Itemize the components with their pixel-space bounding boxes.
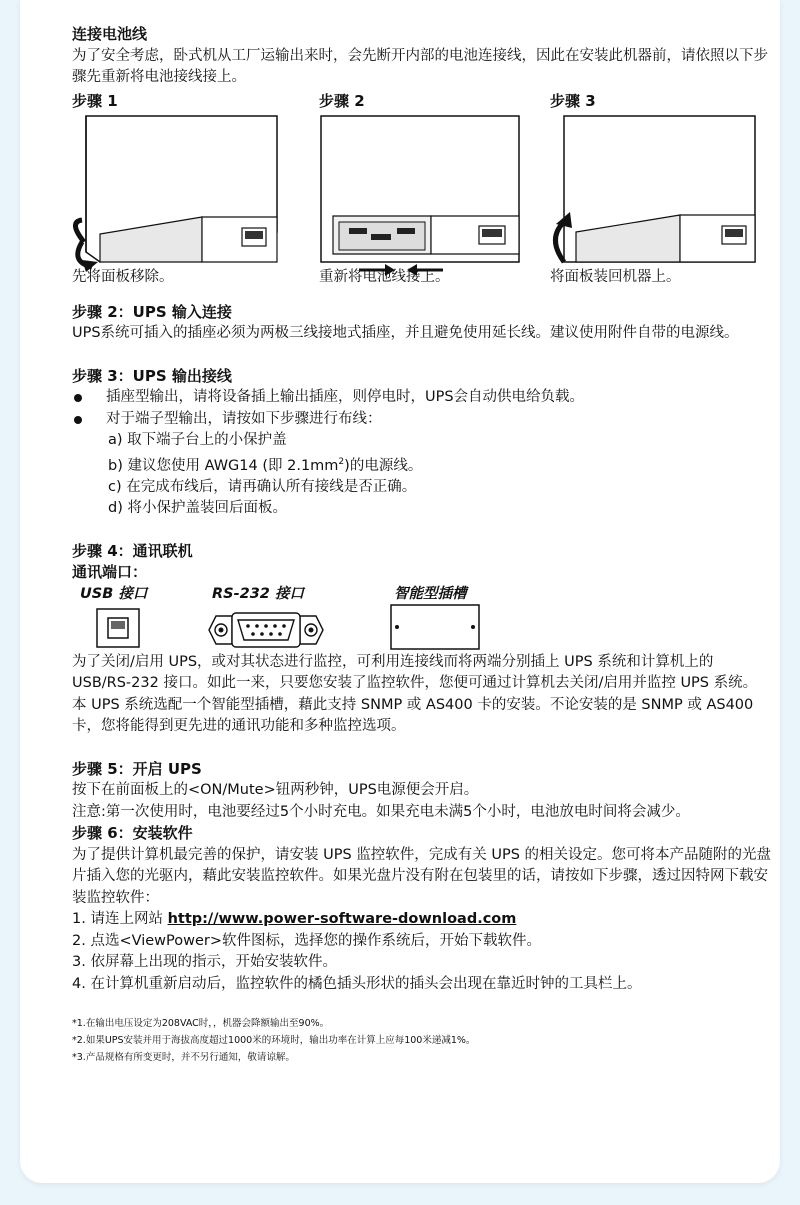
- step4-para-1: 为了关闭/启用 UPS，或对其状态进行监控，可利用连接线而将两端分别插上 UPS 系统和计算机上的 USB/RS-232 接口。如此一来，只要您安装了监控软件，您便可通过计算机去关闭/启用并监控 UPS 系统。: [72, 653, 758, 692]
- step4-title: 步骤 4：通讯联机: [72, 541, 193, 560]
- step-2-caption: 重新将电池线接上。: [319, 268, 450, 285]
- download-link[interactable]: http://www.power-software-download.com: [167, 911, 517, 928]
- step-2-title: 步骤 2: [319, 91, 365, 110]
- step3-sub-b: [72, 452, 772, 477]
- footnotes: [72, 1015, 772, 1066]
- step3-sub-c: c) 在完成布线后，请再确认所有接线是否正确。: [108, 478, 417, 495]
- step-2-illustration: [319, 112, 534, 277]
- rs232-port-label: RS-232 接口: [212, 585, 304, 602]
- step6-item-2: 2. 点选<ViewPower>软件图标，选择您的操作系统后，开始下载软件。: [72, 932, 541, 949]
- manual-content: [72, 24, 772, 1066]
- step-3-title: 步骤 3: [550, 91, 596, 110]
- step2-title: 步骤 2：UPS 输入连接: [72, 302, 232, 321]
- step6-title: 步骤 6：安装软件: [72, 824, 193, 843]
- step-3-caption: 将面板装回机器上。: [550, 268, 681, 285]
- step3-sub-b-superscript: 2: [338, 456, 345, 467]
- step6-item-1-text: 1. 请连上网站: [72, 911, 168, 928]
- battery-section-title: 连接电池线: [72, 25, 148, 43]
- step6-item-1: [72, 909, 772, 931]
- step3-bullet-1: [72, 387, 772, 409]
- step6-item-3: 3. 依屏幕上出现的指示，开始安装软件。: [72, 954, 337, 971]
- usb-port-icon: [96, 608, 140, 648]
- battery-step-1: [72, 91, 287, 285]
- step3-sub-a: a) 取下端子台上的小保护盖: [108, 432, 287, 448]
- rs232-port-icon: [208, 612, 324, 648]
- step3-bullet-1-text: 插座型输出，请将设备插上输出插座，则停电时，UPS会自动供电给负载。: [106, 389, 585, 405]
- battery-step-2: [319, 91, 534, 285]
- smart-slot-label: 智能型插槽: [394, 585, 467, 602]
- comm-ports: [72, 584, 772, 652]
- step4-para-2: 本 UPS 系统选配一个智能型插槽，藉此支持 SNMP 或 AS400 卡的安装。不论安装的是 SNMP 或 AS400 卡，您将能得到更先进的通讯功能和多种监控选项。: [72, 696, 754, 735]
- step3-sub-b-suffix: )的电源线。: [344, 457, 423, 474]
- battery-step-3: [550, 91, 765, 285]
- battery-intro: 为了安全考虑，卧式机从工厂运输出来时，会先断开内部的电池连接线，因此在安装此机器前，请依照以下步骤先重新将电池接线接上。: [72, 47, 768, 85]
- step3-bullet-2-text: 对于端子型输出，请按如下步骤进行布线：: [106, 410, 382, 427]
- step-3-illustration: [550, 112, 765, 277]
- step6-item-4: 4. 在计算机重新启动后，监控软件的橘色插头形状的插头会出现在靠近时钟的工具栏上。: [72, 975, 642, 992]
- footnote-3: *3.产品规格有所变更时，并不另行通知，敬请谅解。: [72, 1052, 295, 1064]
- bullet-dot: [74, 394, 82, 402]
- battery-steps: [72, 91, 772, 291]
- step3-sub-b-text: b) 建议您使用 AWG14 (即 2.1mm: [108, 457, 339, 474]
- step3-sub-d: d) 将小保护盖装回后面板。: [108, 500, 287, 517]
- manual-page: [20, 0, 780, 1183]
- bullet-dot: [74, 416, 82, 424]
- footnote-1: *1.在输出电压设定为208VAC时，，机器会降额输出至90%。: [72, 1018, 330, 1030]
- ports-label: 通讯端口：: [72, 563, 148, 582]
- step5-line-1: 按下在前面板上的<ON/Mute>钮两秒钟，UPS电源便会开启。: [72, 782, 479, 799]
- step-1-caption: 先将面板移除。: [72, 268, 174, 285]
- step3-bullet-2: [72, 409, 772, 431]
- step5-title: 步骤 5：开启 UPS: [72, 759, 202, 778]
- usb-port-label: USB 接口: [80, 585, 148, 602]
- step6-body: 为了提供计算机最完善的保护，请安装 UPS 监控软件，完成有关 UPS 的相关设定。您可将本产品随附的光盘片插入您的光驱内，藉此安装监控软件。如果光盘片没有附在包装里的话，请按如下步骤，透过因特网下载安装监控软件：: [72, 846, 772, 906]
- smart-slot-icon: [390, 604, 480, 650]
- step5-note: 注意:第一次使用时，电池要经过5个小时充电。如果充电未满5个小时，电池放电时间将会减少。: [72, 803, 690, 820]
- footnote-2: *2.如果UPS安装并用于海拔高度超过1000米的环境时，输出功率在计算上应每100米递减1%。: [72, 1035, 476, 1047]
- step-1-title: 步骤 1: [72, 91, 118, 110]
- step3-title: 步骤 3：UPS 输出接线: [72, 366, 232, 385]
- step-1-illustration: [72, 112, 287, 277]
- step2-body: UPS系统可插入的插座必须为两极三线接地式插座，并且避免使用延长线。建议使用附件自带的电源线。: [72, 325, 739, 341]
